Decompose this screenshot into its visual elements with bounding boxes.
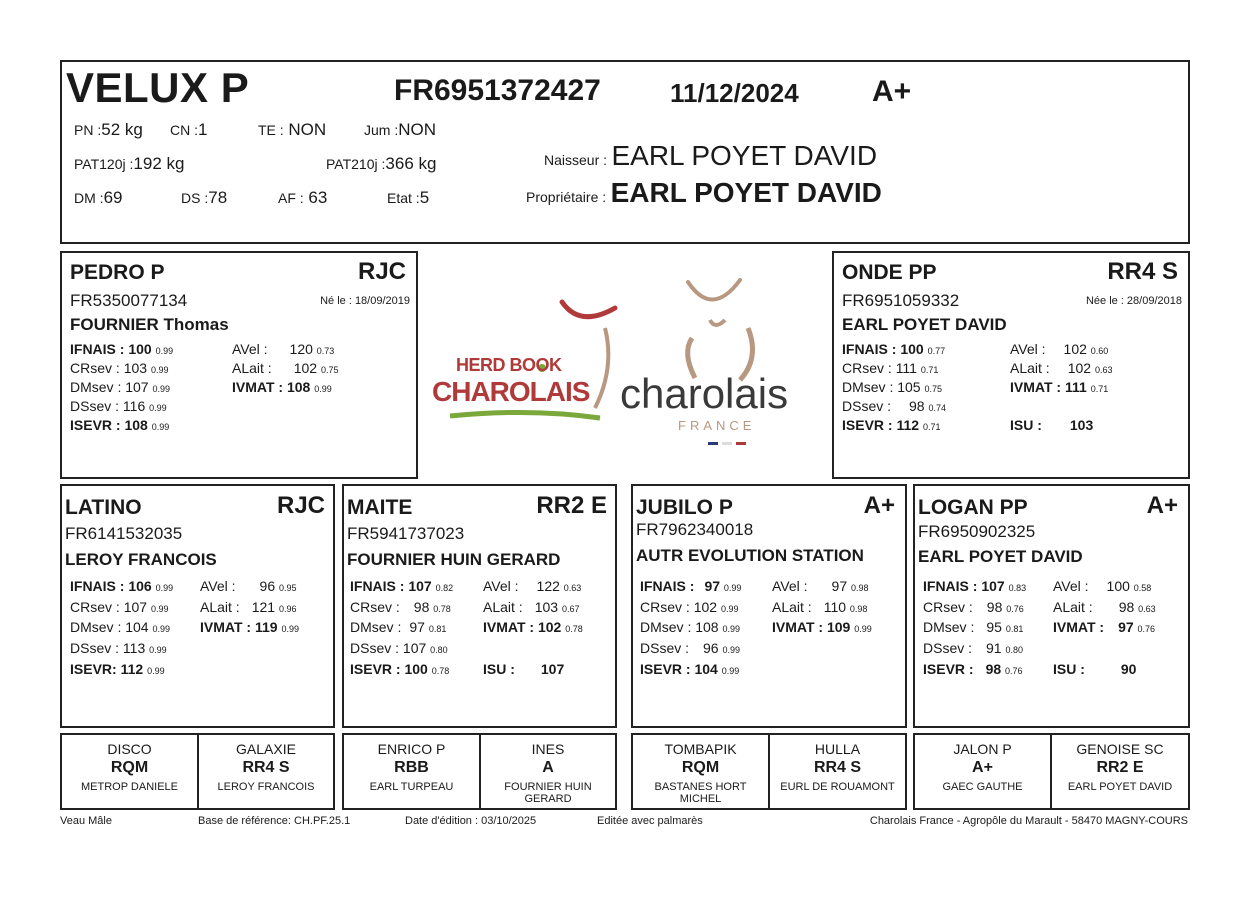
gp-grade: A+ [1146, 492, 1178, 519]
ggp-name: JALON P [953, 741, 1012, 757]
gp-avel: AVel : 100 0.58 [1053, 578, 1152, 594]
ggp-card [1050, 733, 1190, 810]
herdbook-line2: CHAROLAIS [432, 376, 590, 407]
te-field: TE : NON [258, 120, 327, 139]
ggp-owner: BASTANES HORT MICHEL [654, 781, 747, 805]
animal-id: FR6951372427 [394, 74, 601, 107]
gp-ifnais: IFNAIS : 107 0.83 [923, 578, 1027, 594]
ggp-card [342, 733, 481, 810]
grandparent-card [913, 484, 1190, 728]
gp-id: FR7962340018 [636, 520, 754, 539]
gp-avel: AVel : 96 0.95 [200, 578, 297, 594]
ggp-grade: A+ [972, 759, 993, 776]
ds-field: DS :78 [181, 188, 228, 207]
gp-grade: RJC [276, 492, 325, 519]
gp-name: MAITE [347, 496, 413, 519]
naisseur-field: Naisseur : EARL POYET DAVID [544, 140, 878, 171]
ggp-grade: RR4 S [242, 759, 290, 776]
gp-isevr: ISEVR : 98 0.76 [923, 661, 1023, 677]
ggp-card [197, 733, 335, 810]
sire-avel: AVel : 120 0.73 [232, 341, 335, 357]
gp-isu: ISU : 90 [1053, 661, 1137, 677]
ggp-card [913, 733, 1052, 810]
gp-isu: ISU : 107 [483, 661, 565, 677]
gp-name: JUBILO P [636, 496, 733, 519]
gp-owner: FOURNIER HUIN GERARD [347, 550, 561, 569]
grandparent-card [342, 484, 617, 728]
gp-dssev: DSsev : 91 0.80 [923, 640, 1024, 656]
sire-ifnais: IFNAIS : 100 0.99 [70, 341, 174, 357]
sire-ivmat: IVMAT : 108 0.99 [232, 379, 332, 395]
gp-id: FR6141532035 [65, 524, 183, 543]
sire-alait: ALait : 102 0.75 [232, 360, 339, 376]
gp-isevr: ISEVR : 100 0.78 [350, 661, 450, 677]
af-field: AF : 63 [278, 188, 328, 207]
gp-dmsev: DMsev : 108 0.99 [640, 619, 741, 635]
footer-edition-date: Date d'édition : 03/10/2025 [405, 815, 537, 827]
etat-field: Etat :5 [387, 188, 430, 207]
dam-card [832, 251, 1190, 479]
animal-grade: A+ [872, 75, 912, 108]
gp-crsev: CRsev : 102 0.99 [640, 599, 739, 615]
gp-dssev: DSsev : 113 0.99 [70, 640, 167, 656]
ggp-card [479, 733, 617, 810]
grandparent-card [60, 484, 335, 728]
gp-name: LOGAN PP [918, 496, 1028, 519]
charolais-logo [420, 258, 830, 473]
ggp-owner: GAEC GAUTHE [942, 781, 1023, 793]
dam-avel: AVel : 102 0.60 [1010, 341, 1109, 357]
ggp-name: DISCO [107, 741, 152, 757]
charolais-head-icon [688, 280, 740, 300]
footer-base: Base de référence: CH.PF.25.1 [198, 815, 351, 827]
dam-name: ONDE PP [842, 261, 937, 284]
sire-birth-date: Né le : 18/09/2019 [320, 295, 410, 307]
gp-dssev: DSsev : 96 0.99 [640, 640, 741, 656]
dam-id: FR6951059332 [842, 291, 960, 310]
ggp-card [631, 733, 770, 810]
dam-grade: RR4 S [1107, 258, 1178, 285]
dam-birth-date: Née le : 28/09/2018 [1085, 295, 1182, 307]
gp-alait: ALait : 110 0.98 [772, 599, 868, 615]
sire-id: FR5350077134 [70, 291, 188, 310]
gp-name: LATINO [65, 496, 142, 519]
gp-ifnais: IFNAIS : 106 0.99 [70, 578, 174, 594]
ggp-grade: RR4 S [813, 759, 862, 776]
gp-ifnais: IFNAIS : 97 0.99 [640, 578, 742, 594]
herdbook-horn-icon [562, 302, 615, 317]
gp-ivmat: IVMAT : 97 0.76 [1053, 619, 1156, 635]
pat120-field: PAT120j :192 kg [74, 154, 185, 173]
gp-id: FR6950902325 [918, 522, 1036, 541]
gp-crsev: CRsev : 107 0.99 [70, 599, 169, 615]
dam-owner: EARL POYET DAVID [842, 315, 1007, 334]
dam-crsev: CRsev : 111 0.71 [842, 360, 939, 376]
gp-ivmat: IVMAT : 109 0.99 [772, 619, 872, 635]
animal-header [60, 60, 1190, 244]
gp-ivmat: IVMAT : 102 0.78 [483, 619, 583, 635]
dam-isevr: ISEVR : 112 0.71 [842, 417, 941, 433]
ggp-name: GALAXIE [236, 741, 296, 757]
herdbook-line1: HERD BOOK [456, 355, 562, 375]
gp-owner: AUTR EVOLUTION STATION [636, 546, 864, 565]
gp-dssev: DSsev : 107 0.80 [350, 640, 448, 656]
pn-field: PN :52 kg [74, 120, 143, 139]
gp-ifnais: IFNAIS : 107 0.82 [350, 578, 454, 594]
sire-dssev: DSsev : 116 0.99 [70, 398, 167, 414]
proprietaire-field: Propriétaire : EARL POYET DAVID [526, 177, 882, 208]
dam-dssev: DSsev : 98 0.74 [842, 398, 947, 414]
gp-ivmat: IVMAT : 119 0.99 [200, 619, 299, 635]
dam-dmsev: DMsev : 105 0.75 [842, 379, 943, 395]
gp-avel: AVel : 97 0.98 [772, 578, 869, 594]
dm-field: DM :69 [74, 188, 123, 207]
dam-ivmat: IVMAT : 111 0.71 [1010, 379, 1109, 395]
animal-name: VELUX P [66, 64, 250, 111]
gp-owner: EARL POYET DAVID [918, 547, 1083, 566]
gp-isevr: ISEVR : 104 0.99 [640, 661, 740, 677]
animal-birth-date: 11/12/2024 [670, 78, 799, 108]
sire-isevr: ISEVR : 108 0.99 [70, 417, 170, 433]
sire-name: PEDRO P [70, 261, 165, 284]
gp-dmsev: DMsev : 97 0.81 [350, 619, 447, 635]
gp-dmsev: DMsev : 104 0.99 [70, 619, 171, 635]
gp-alait: ALait : 98 0.63 [1053, 599, 1156, 615]
sire-card [60, 251, 418, 479]
ggp-card [768, 733, 907, 810]
gp-dmsev: DMsev : 95 0.81 [923, 619, 1024, 635]
ggp-owner: METROP DANIELE [81, 781, 178, 793]
sire-owner: FOURNIER Thomas [70, 315, 229, 334]
gp-alait: ALait : 103 0.67 [483, 599, 580, 615]
footer-sex: Veau Mâle [60, 815, 112, 827]
ggp-grade: RQM [681, 759, 720, 776]
sire-grade: RJC [357, 258, 406, 285]
gp-crsev: CRsev : 98 0.76 [923, 599, 1024, 615]
charolais-country: FRANCE [678, 418, 756, 433]
pat210-field: PAT210j :366 kg [326, 154, 437, 173]
dam-alait: ALait : 102 0.63 [1010, 360, 1113, 376]
grandparent-card [631, 484, 907, 728]
gp-avel: AVel : 122 0.63 [483, 578, 582, 594]
ggp-grade: RQM [110, 759, 149, 776]
footer-organization: Charolais France - Agropôle du Marault - 58470 MAGNY-COURS [869, 815, 1188, 827]
ggp-grade: RBB [394, 759, 429, 776]
ggp-card [60, 733, 199, 810]
gp-id: FR5941737023 [347, 524, 465, 543]
dam-ifnais: IFNAIS : 100 0.77 [842, 341, 946, 357]
ggp-name: GENOISE SC [1076, 741, 1164, 757]
ggp-owner: FOURNIER HUIN GERARD [504, 781, 592, 805]
charolais-brand: charolais [620, 370, 789, 417]
sire-crsev: CRsev : 103 0.99 [70, 360, 169, 376]
ggp-owner: LEROY FRANCOIS [217, 781, 315, 793]
cn-field: CN :1 [170, 120, 208, 139]
ggp-grade: RR2 E [1096, 759, 1144, 776]
ggp-name: INES [531, 741, 565, 757]
gp-isevr: ISEVR: 112 0.99 [70, 661, 165, 677]
gp-grade: A+ [863, 492, 895, 519]
gp-alait: ALait : 121 0.96 [200, 599, 297, 615]
gp-owner: LEROY FRANCOIS [65, 550, 217, 569]
ggp-owner: EARL POYET DAVID [1067, 781, 1173, 793]
gp-crsev: CRsev : 98 0.78 [350, 599, 451, 615]
sire-dmsev: DMsev : 107 0.99 [70, 379, 171, 395]
ggp-name: HULLA [814, 741, 861, 757]
ggp-name: TOMBAPIK [664, 741, 737, 757]
ggp-name: ENRICO P [377, 741, 446, 757]
ggp-grade: A [542, 759, 554, 776]
jum-field: Jum :NON [364, 120, 437, 139]
ggp-owner: EARL TURPEAU [369, 781, 454, 793]
dam-isu: ISU : 103 [1010, 417, 1094, 433]
ggp-owner: EURL DE ROUAMONT [780, 781, 895, 793]
gp-grade: RR2 E [536, 492, 607, 519]
footer-palmares: Editée avec palmarès [597, 815, 703, 827]
